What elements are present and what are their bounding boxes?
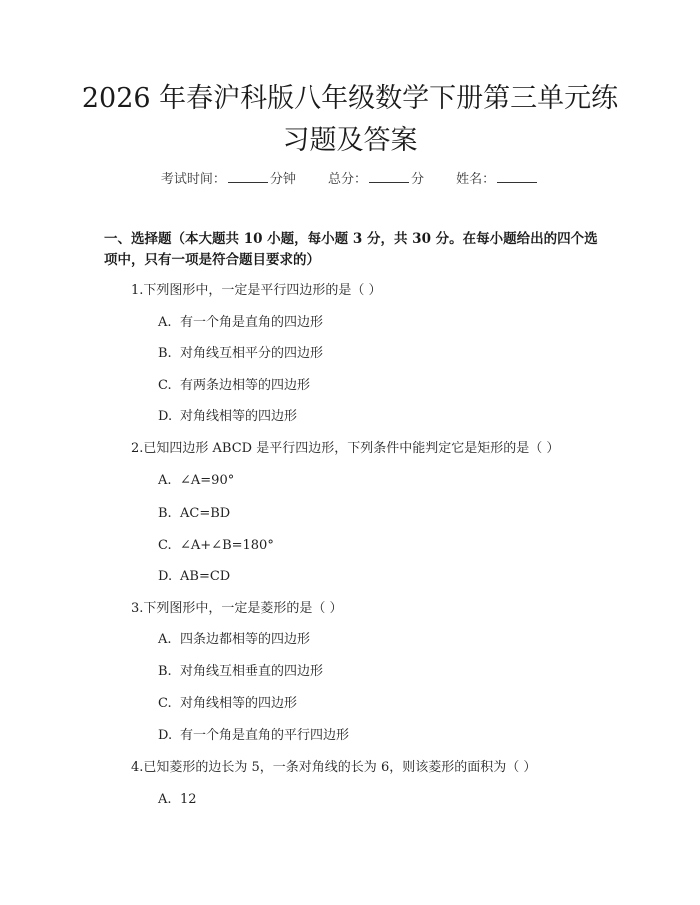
option-letter: A. [158, 315, 172, 330]
question-3: 3.下列图形中，一定是菱形的是（ ） [131, 601, 343, 616]
question-2-option-c [158, 537, 274, 555]
total-score-field [328, 168, 424, 187]
question-1: 1.下列图形中，一定是平行四边形的是（ ） [131, 283, 382, 298]
option-text: 对角线相等的四边形 [180, 696, 298, 711]
question-4: 4.已知菱形的边长为 5，一条对角线的长为 6，则该菱形的面积为（ ） [131, 760, 537, 775]
document-title [60, 78, 640, 162]
question-1-option-b [158, 345, 323, 363]
option-text: 12 [180, 792, 197, 807]
question-2: 2.已知四边形 ABCD 是平行四边形，下列条件中能判定它是矩形的是（ ） [131, 441, 560, 456]
option-letter: B. [158, 664, 172, 679]
option-text: 有一个角是直角的四边形 [180, 315, 324, 330]
option-text: 有两条边相等的四边形 [180, 378, 311, 393]
option-text: AB=CD [180, 569, 231, 584]
question-3-option-a [158, 631, 310, 649]
option-letter: D. [158, 569, 173, 584]
title-line-1: 2026 年春沪科版八年级数学下册第三单元练 [81, 83, 619, 114]
option-letter: D. [158, 409, 173, 424]
option-letter: A. [158, 473, 172, 488]
option-text: 有一个角是直角的平行四边形 [180, 728, 350, 743]
option-text: 对角线相等的四边形 [180, 409, 298, 424]
option-letter: C. [158, 696, 172, 711]
question-2-option-a [158, 472, 234, 490]
option-letter: A. [158, 632, 172, 647]
exam-time-unit: 分钟 [269, 172, 296, 187]
exam-time-label: 考试时间： [160, 172, 226, 187]
exam-time-blank[interactable] [228, 170, 268, 183]
section-heading [104, 229, 610, 271]
student-name-label: 姓名： [456, 172, 496, 187]
question-1-option-a [158, 314, 323, 332]
option-text: 对角线互相平分的四边形 [180, 346, 324, 361]
question-4-option-a [158, 791, 197, 809]
question-1-option-d [158, 408, 297, 426]
option-text: 四条边都相等的四边形 [180, 632, 311, 647]
exam-time-field [161, 168, 296, 187]
option-letter: C. [158, 538, 172, 553]
option-letter: A. [158, 792, 172, 807]
question-2-option-d [158, 568, 230, 586]
section-heading-line-1: 一、选择题（本大题共 10 小题，每小题 3 分，共 30 分。在每小题给出的四个选 [104, 231, 598, 247]
question-3-option-d [158, 727, 349, 745]
option-text: ∠A=90° [180, 473, 235, 488]
student-name-blank[interactable] [497, 170, 537, 183]
title-line-2: 习题及答案 [282, 125, 418, 156]
option-letter: B. [158, 506, 172, 521]
total-score-label: 总分： [327, 172, 367, 187]
option-letter: B. [158, 346, 172, 361]
question-2-option-b [158, 505, 230, 523]
total-score-blank[interactable] [369, 170, 409, 183]
question-3-option-c [158, 695, 297, 713]
option-text: AC=BD [180, 506, 231, 521]
option-text: 对角线互相垂直的四边形 [180, 664, 324, 679]
option-letter: D. [158, 728, 173, 743]
question-3-option-b [158, 663, 323, 681]
question-1-option-c [158, 377, 310, 395]
student-name-field [456, 168, 539, 187]
exam-info-row [0, 168, 700, 187]
total-score-unit: 分 [411, 172, 425, 187]
option-text: ∠A+∠B=180° [180, 538, 274, 553]
option-letter: C. [158, 378, 172, 393]
section-heading-line-2: 项中，只有一项是符合题目要求的） [104, 252, 320, 268]
